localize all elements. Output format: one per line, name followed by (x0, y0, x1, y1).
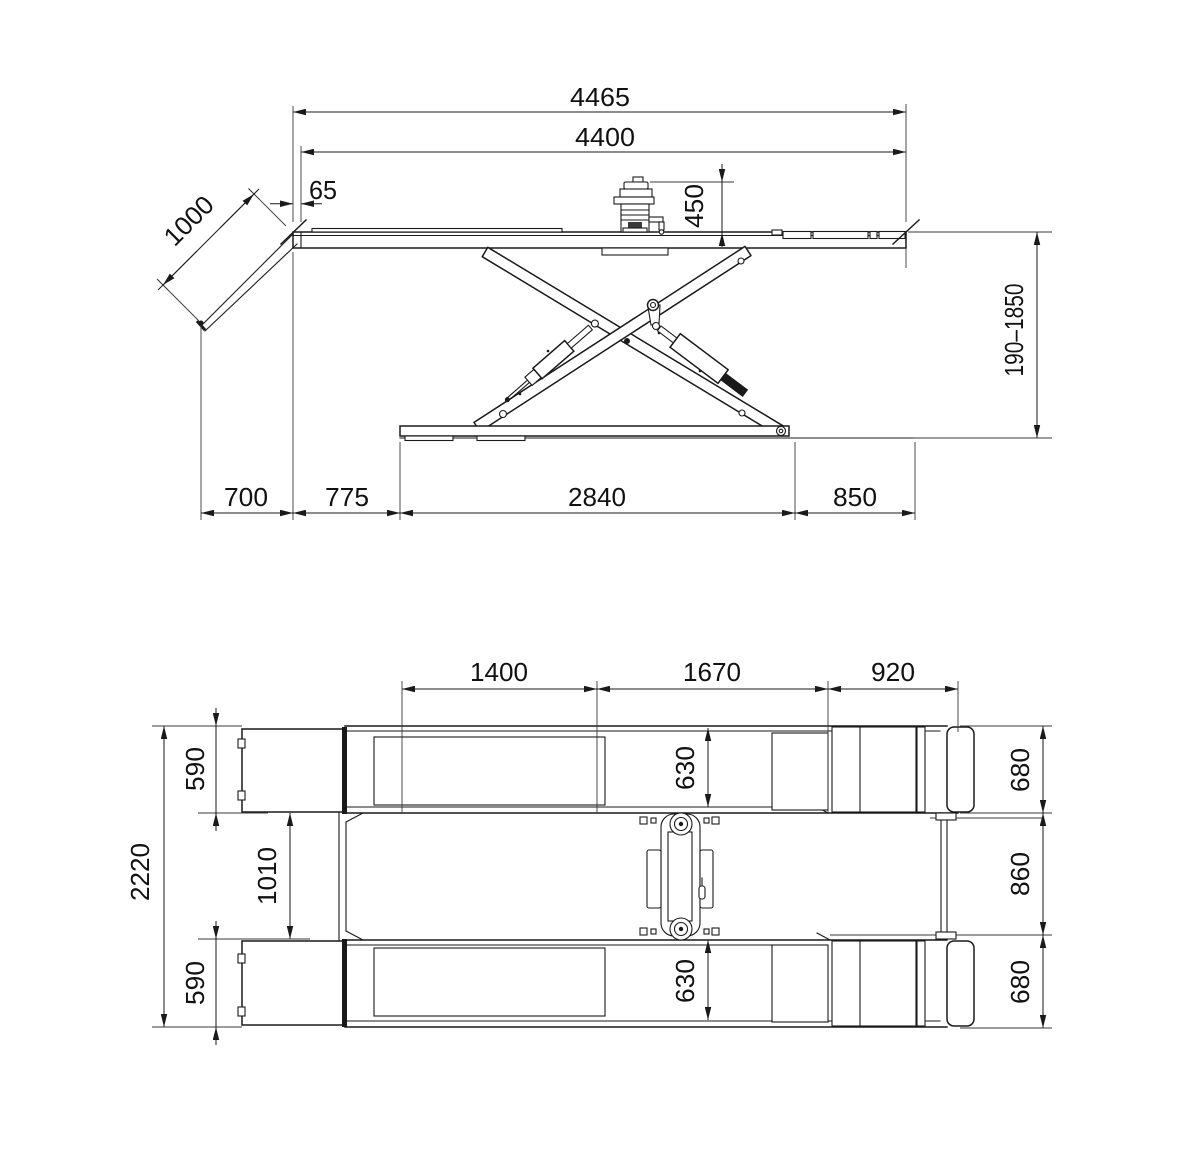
base-pad (405, 436, 453, 441)
plan-view (125, 657, 1052, 1045)
dim-label-runways-gap: 860 (1005, 852, 1035, 896)
dim-ramp-length (157, 188, 286, 321)
rear-ramp-tab (238, 1007, 245, 1016)
base-pad (477, 436, 525, 441)
dim-label-ramp-length: 1000 (157, 189, 220, 252)
ramp-tip-pivot (199, 321, 204, 326)
front-end-section (832, 727, 916, 812)
base-slab (400, 426, 789, 436)
front-tread-plate (374, 737, 605, 805)
cable-clamp (651, 818, 656, 823)
pulley-rear-pin (679, 927, 683, 931)
console-block (620, 189, 652, 197)
dim-label-console-height: 450 (679, 184, 709, 228)
dim-label-lift-height-range: 190–1850 (999, 260, 1029, 377)
plan-left-crossbeam (339, 813, 363, 940)
dim-label-platform-length: 4400 (575, 122, 635, 152)
upper-pivot-bearing-inner (651, 303, 656, 308)
rivet-dot (547, 350, 550, 353)
rear-ramp-hinge-band (342, 939, 347, 1027)
flap-segment (813, 232, 868, 239)
front-wheel-stop-flap (947, 727, 974, 812)
plan-sync-bar (936, 813, 956, 939)
console-cap (624, 182, 648, 189)
sync-bar-cap-rear (936, 932, 956, 939)
dim-label-front-overhang: 775 (325, 482, 369, 512)
center-pivot (624, 338, 630, 344)
platform-tread-strip (312, 229, 562, 233)
dim-label-runway-width-front: 630 (670, 746, 700, 790)
dim-label-rear-overhang: 850 (833, 482, 877, 512)
ramp-upper-line (202, 234, 293, 325)
ramp-lower-line (205, 244, 297, 331)
base-roller-pin (779, 429, 783, 433)
plan-drive-unit (640, 813, 719, 940)
side-view (157, 82, 1052, 520)
flap-segment (870, 232, 877, 239)
console-hook (659, 222, 664, 230)
dim-label-end-section-length: 920 (871, 657, 915, 687)
side-drive-on-ramp (197, 234, 297, 331)
front-bridge-plate (772, 733, 828, 810)
side-motor-console (614, 177, 664, 234)
console-plate (614, 197, 654, 204)
cable-clamp (640, 928, 647, 935)
rear-runway-chamfer (817, 933, 830, 940)
dim-lift-height-range (908, 232, 1052, 438)
rear-bridge-plate (772, 945, 828, 1022)
platform-under-plate (602, 248, 668, 255)
dim-label-runway-outer-width-rear: 680 (1005, 960, 1035, 1004)
drive-unit-bracket-left (647, 850, 661, 908)
flap-segment (783, 232, 811, 239)
side-base-frame (400, 426, 913, 441)
dim-label-base-frame-length: 2840 (568, 482, 626, 512)
dim-label-edge-offset: 65 (309, 175, 337, 205)
cylinder-rod (657, 326, 677, 343)
front-ramp-hinge-band (342, 727, 347, 814)
rear-ramp-tab (238, 954, 245, 963)
arm-upper-pivot-hole (738, 258, 744, 264)
flap-step (772, 230, 782, 235)
front-ramp-tab (238, 739, 245, 748)
console-knob (633, 177, 643, 182)
cylinder-rod (567, 325, 592, 348)
cable-clamp (704, 929, 709, 934)
dim-label-runway-outer-width-front: 680 (1005, 748, 1035, 792)
pulley-front-pin (679, 822, 683, 826)
dim-label-ramp-horizontal: 700 (224, 482, 268, 512)
front-end-bar (917, 727, 925, 812)
rear-end-bar (917, 941, 925, 1026)
sync-bar-cap-front (936, 813, 956, 820)
scissor-arm-rear (482, 247, 784, 435)
rear-tread-plate (374, 948, 605, 1016)
drive-unit-box (668, 832, 692, 921)
rear-ramp (242, 941, 343, 1025)
console-hook-end (659, 230, 663, 234)
drive-unit-handle (699, 886, 705, 899)
dim-label-ramp-gap: 1010 (252, 847, 282, 905)
front-ramp-tab (238, 791, 245, 800)
console-base (623, 228, 647, 232)
rear-end-section (832, 941, 916, 1026)
dim-label-runway-width-rear: 630 (670, 959, 700, 1003)
cable-clamp (712, 817, 719, 824)
front-ramp (242, 729, 343, 812)
dim-label-overall-length: 4465 (570, 82, 630, 112)
dim-label-mid-section-length: 1670 (683, 657, 741, 687)
arm-lower-pivot-hole-right (739, 410, 745, 416)
cable-clamp (704, 818, 709, 823)
side-scissor-mechanism (474, 246, 784, 435)
dim-label-tread-plate-length: 1400 (470, 657, 528, 687)
dim-label-ramp-width-front: 590 (180, 747, 210, 791)
cable-clamp (712, 928, 719, 935)
dim-label-overall-width: 2220 (125, 843, 155, 901)
dim-label-ramp-width-rear: 590 (180, 961, 210, 1005)
cable-clamp (651, 929, 656, 934)
dim-edge-offset (270, 175, 337, 205)
rivet-dot (519, 393, 522, 396)
cable-clamp (640, 817, 647, 824)
rear-wheel-stop-flap (947, 941, 974, 1026)
arm-lower-pivot-hole (500, 411, 507, 418)
side-platform (281, 220, 919, 268)
console-arm (649, 217, 663, 222)
dim-platform-length (301, 122, 906, 222)
